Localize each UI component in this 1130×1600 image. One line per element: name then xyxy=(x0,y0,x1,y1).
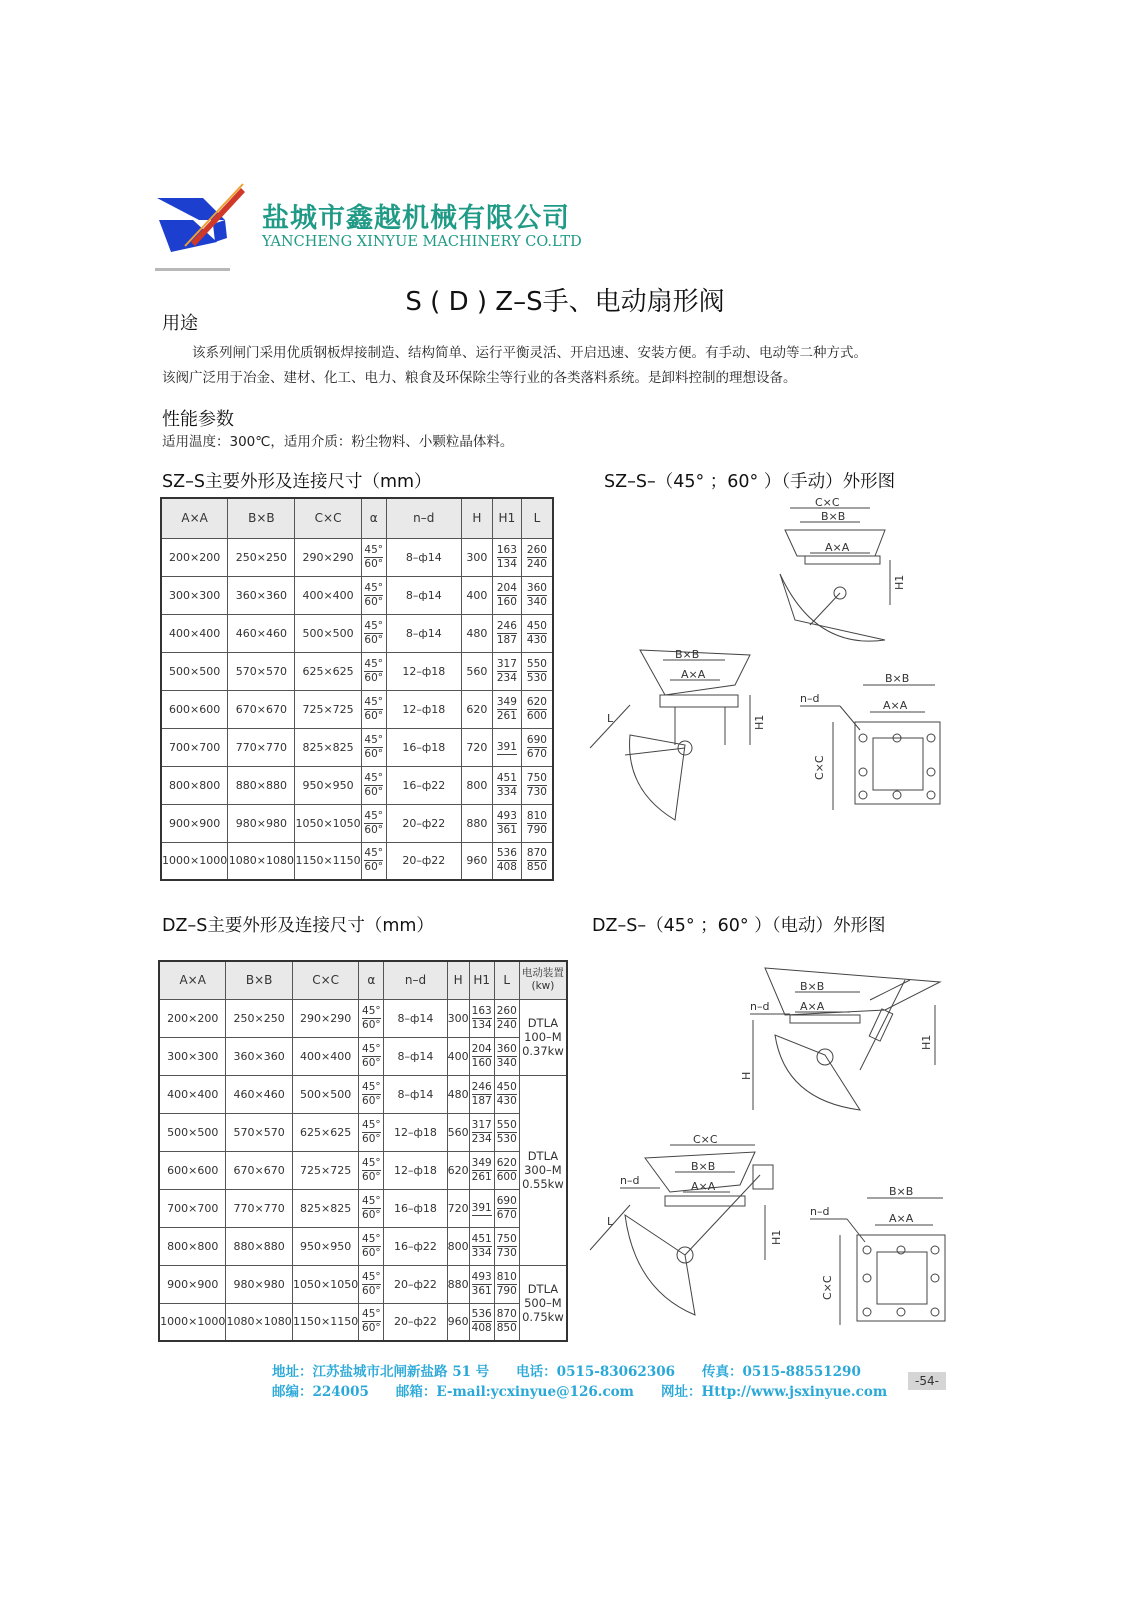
table-row xyxy=(161,652,553,690)
cell-h1: $\frac{163}{134}$ xyxy=(492,538,521,576)
cell-bb: 770×770 xyxy=(228,728,295,766)
cell-l: $\frac{620}{600}$ xyxy=(494,1151,519,1189)
cell-nd: 12–ф18 xyxy=(384,1151,447,1189)
cell-aa: 600×600 xyxy=(159,1151,226,1189)
table-row xyxy=(159,1113,567,1151)
company-name-cn: 盐城市鑫越机械有限公司 xyxy=(262,203,570,234)
sz-dimension-table xyxy=(160,497,554,881)
col-header-l: L xyxy=(494,961,519,999)
cell-cc: 825×825 xyxy=(295,728,361,766)
cell-h: 620 xyxy=(461,690,492,728)
cell-bb: 880×880 xyxy=(228,766,295,804)
cell-h1: $\frac{536}{408}$ xyxy=(492,842,521,880)
cell-bb: 360×360 xyxy=(226,1037,292,1075)
cell-aa: 400×400 xyxy=(159,1075,226,1113)
table-row xyxy=(161,690,553,728)
cell-cc: 625×625 xyxy=(295,652,361,690)
cell-h1: $\frac{451}{334}$ xyxy=(492,766,521,804)
cell-nd: 20–ф22 xyxy=(386,842,461,880)
cell-bb: 570×570 xyxy=(228,652,295,690)
cell-bb: 670×670 xyxy=(228,690,295,728)
label-cc-3: C×C xyxy=(693,1133,718,1146)
cell-h1: $\frac{204}{160}$ xyxy=(492,576,521,614)
cell-alpha: $\frac{45^\circ}{60^\circ}$ xyxy=(359,1227,384,1265)
col-header-aa: A×A xyxy=(159,961,226,999)
table-row xyxy=(159,1151,567,1189)
cell-h: 400 xyxy=(461,576,492,614)
cell-nd: 12–ф18 xyxy=(386,652,461,690)
cell-h1: $\frac{349}{261}$ xyxy=(492,690,521,728)
cell-alpha: $\frac{45^\circ}{60^\circ}$ xyxy=(359,1189,384,1227)
cell-nd: 20–ф22 xyxy=(384,1303,447,1341)
cell-h: 480 xyxy=(447,1075,469,1113)
cell-h1: $\frac{246}{187}$ xyxy=(469,1075,494,1113)
cell-alpha: $\frac{45^\circ}{60^\circ}$ xyxy=(361,576,386,614)
cell-bb: 460×460 xyxy=(228,614,295,652)
label-nd-2: n–d xyxy=(750,1000,770,1013)
cell-bb: 770×770 xyxy=(226,1189,292,1227)
cell-bb: 980×980 xyxy=(226,1265,292,1303)
table-row xyxy=(159,1037,567,1075)
cell-alpha: $\frac{45^\circ}{60^\circ}$ xyxy=(359,1303,384,1341)
cell-aa: 700×700 xyxy=(159,1189,226,1227)
cell-nd: 16–ф22 xyxy=(386,766,461,804)
label-cc-2: C×C xyxy=(813,755,826,780)
col-header-alpha: α xyxy=(359,961,384,999)
cell-alpha: $\frac{45^\circ}{60^\circ}$ xyxy=(361,766,386,804)
label-cc-4: C×C xyxy=(821,1275,834,1300)
cell-aa: 800×800 xyxy=(161,766,228,804)
cell-alpha: $\frac{45^\circ}{60^\circ}$ xyxy=(361,652,386,690)
cell-cc: 950×950 xyxy=(295,766,361,804)
page-number: -54- xyxy=(908,1372,946,1390)
company-logo xyxy=(155,180,250,275)
cell-h1: 391 xyxy=(469,1189,494,1227)
cell-nd: 8–ф14 xyxy=(384,1037,447,1075)
footer-contact-line-1: 地址：江苏盐城市北闸新盐路 51 号 电话：0515-83062306 传真：0515-88551290 xyxy=(272,1364,861,1380)
label-h1-4: H1 xyxy=(770,1229,783,1245)
cell-aa: 1000×1000 xyxy=(161,842,228,880)
cell-alpha: $\frac{45^\circ}{60^\circ}$ xyxy=(359,999,384,1037)
cell-bb: 570×570 xyxy=(226,1113,292,1151)
cell-alpha: $\frac{45^\circ}{60^\circ}$ xyxy=(359,1075,384,1113)
cell-h: 720 xyxy=(447,1189,469,1227)
cell-nd: 12–ф18 xyxy=(384,1113,447,1151)
performance-heading: 性能参数 xyxy=(162,409,234,430)
cell-aa: 1000×1000 xyxy=(159,1303,226,1341)
cell-aa: 300×300 xyxy=(161,576,228,614)
cell-nd: 16–ф22 xyxy=(384,1227,447,1265)
cell-alpha: $\frac{45^\circ}{60^\circ}$ xyxy=(359,1151,384,1189)
usage-line-1: 该系列闸门采用优质钢板焊接制造、结构简单、运行平衡灵活、开启迅速、安装方便。有手动、电动等二种方式。 xyxy=(192,345,867,361)
label-h1-2: H1 xyxy=(753,714,766,730)
cell-h1: $\frac{317}{234}$ xyxy=(492,652,521,690)
cell-l: $\frac{810}{790}$ xyxy=(521,804,553,842)
label-aa-1: A×A xyxy=(825,541,850,554)
cell-aa: 800×800 xyxy=(159,1227,226,1265)
performance-text: 适用温度：300℃，适用介质：粉尘物料、小颗粒晶体料。 xyxy=(162,434,514,450)
col-header-h: H xyxy=(461,498,492,538)
dz-dimension-table xyxy=(158,960,568,1342)
cell-cc: 290×290 xyxy=(295,538,361,576)
cell-l: $\frac{260}{240}$ xyxy=(521,538,553,576)
table-row xyxy=(161,576,553,614)
cell-aa: 500×500 xyxy=(161,652,228,690)
cell-h1: $\frac{349}{261}$ xyxy=(469,1151,494,1189)
cell-bb: 360×360 xyxy=(228,576,295,614)
table-row xyxy=(161,766,553,804)
cell-l: $\frac{360}{340}$ xyxy=(521,576,553,614)
cell-l: $\frac{550}{530}$ xyxy=(494,1113,519,1151)
cell-nd: 20–ф22 xyxy=(384,1265,447,1303)
cell-h: 960 xyxy=(461,842,492,880)
col-header-alpha: α xyxy=(361,498,386,538)
label-bb-3: B×B xyxy=(885,672,910,685)
cell-h: 800 xyxy=(447,1227,469,1265)
cell-cc: 825×825 xyxy=(292,1189,358,1227)
cell-bb: 250×250 xyxy=(226,999,292,1037)
sz-outline-drawing xyxy=(585,490,965,830)
table-row xyxy=(159,1189,567,1227)
cell-nd: 8–ф14 xyxy=(386,576,461,614)
cell-l: $\frac{550}{530}$ xyxy=(521,652,553,690)
label-l-1: L xyxy=(607,712,614,725)
cell-alpha: $\frac{45^\circ}{60^\circ}$ xyxy=(361,842,386,880)
col-header-cc: C×C xyxy=(292,961,358,999)
footer-contact-line-2: 邮编：224005 邮箱：E-mail:ycxinyue@126.com 网址：Http://www.jsxinyue.com xyxy=(272,1384,888,1400)
table-row xyxy=(159,999,567,1037)
col-header-l: L xyxy=(521,498,553,538)
cell-h: 300 xyxy=(447,999,469,1037)
cell-bb: 980×980 xyxy=(228,804,295,842)
cell-l: $\frac{450}{430}$ xyxy=(494,1075,519,1113)
col-header-nd: n–d xyxy=(384,961,447,999)
cell-nd: 16–ф18 xyxy=(384,1189,447,1227)
col-header-h: H xyxy=(447,961,469,999)
sz-table-caption: SZ–S主要外形及连接尺寸（mm） xyxy=(162,472,432,492)
cell-h: 480 xyxy=(461,614,492,652)
cell-aa: 300×300 xyxy=(159,1037,226,1075)
label-nd-1: n–d xyxy=(800,692,820,705)
label-aa-3: A×A xyxy=(883,699,908,712)
label-l-2: L xyxy=(607,1215,614,1228)
label-nd-4: n–d xyxy=(810,1205,830,1218)
cell-h: 400 xyxy=(447,1037,469,1075)
col-header-drive: 电动装置(kw) xyxy=(519,961,567,999)
cell-alpha: $\frac{45^\circ}{60^\circ}$ xyxy=(361,614,386,652)
cell-bb: 1080×1080 xyxy=(226,1303,292,1341)
cell-h1: $\frac{493}{361}$ xyxy=(469,1265,494,1303)
dz-outline-drawing xyxy=(585,960,965,1340)
cell-nd: 8–ф14 xyxy=(384,1075,447,1113)
cell-aa: 400×400 xyxy=(161,614,228,652)
cell-l: $\frac{750}{730}$ xyxy=(521,766,553,804)
cell-aa: 200×200 xyxy=(161,538,228,576)
cell-l: $\frac{810}{790}$ xyxy=(494,1265,519,1303)
dz-table-caption: DZ–S主要外形及连接尺寸（mm） xyxy=(162,916,434,936)
cell-h: 620 xyxy=(447,1151,469,1189)
table-row xyxy=(161,804,553,842)
cell-drive: DTLA 100–M 0.37kw xyxy=(519,999,567,1075)
cell-bb: 460×460 xyxy=(226,1075,292,1113)
cell-aa: 700×700 xyxy=(161,728,228,766)
cell-h: 880 xyxy=(461,804,492,842)
cell-h1: $\frac{163}{134}$ xyxy=(469,999,494,1037)
cell-nd: 12–ф18 xyxy=(386,690,461,728)
cell-nd: 8–ф14 xyxy=(386,614,461,652)
col-header-bb: B×B xyxy=(226,961,292,999)
cell-cc: 1150×1150 xyxy=(292,1303,358,1341)
cell-h1: $\frac{317}{234}$ xyxy=(469,1113,494,1151)
cell-h: 300 xyxy=(461,538,492,576)
label-h1-1: H1 xyxy=(893,574,906,590)
cell-alpha: $\frac{45^\circ}{60^\circ}$ xyxy=(361,728,386,766)
cell-drive: DTLA 300–M 0.55kw xyxy=(519,1075,567,1265)
cell-nd: 20–ф22 xyxy=(386,804,461,842)
cell-h1: $\frac{246}{187}$ xyxy=(492,614,521,652)
col-header-cc: C×C xyxy=(295,498,361,538)
cell-aa: 900×900 xyxy=(159,1265,226,1303)
cell-h: 800 xyxy=(461,766,492,804)
cell-cc: 1150×1150 xyxy=(295,842,361,880)
cell-cc: 500×500 xyxy=(292,1075,358,1113)
cell-drive: DTLA 500–M 0.75kw xyxy=(519,1265,567,1341)
label-h1-3: H1 xyxy=(920,1034,933,1050)
col-header-bb: B×B xyxy=(228,498,295,538)
cell-alpha: $\frac{45^\circ}{60^\circ}$ xyxy=(361,538,386,576)
col-header-h1: H1 xyxy=(492,498,521,538)
cell-cc: 950×950 xyxy=(292,1227,358,1265)
cell-h1: 391 xyxy=(492,728,521,766)
sz-drawing-title: SZ–S–（45° ；60° ）（手动）外形图 xyxy=(604,472,896,492)
label-h-1: H xyxy=(740,1071,753,1080)
cell-h: 960 xyxy=(447,1303,469,1341)
cell-nd: 16–ф18 xyxy=(386,728,461,766)
col-header-h1: H1 xyxy=(469,961,494,999)
cell-bb: 670×670 xyxy=(226,1151,292,1189)
cell-nd: 8–ф14 xyxy=(384,999,447,1037)
dz-drawing-title: DZ–S–（45° ；60° ）（电动）外形图 xyxy=(592,916,886,936)
col-header-nd: n–d xyxy=(386,498,461,538)
cell-alpha: $\frac{45^\circ}{60^\circ}$ xyxy=(359,1037,384,1075)
cell-h: 560 xyxy=(447,1113,469,1151)
label-aa-6: A×A xyxy=(889,1212,914,1225)
cell-cc: 290×290 xyxy=(292,999,358,1037)
cell-aa: 900×900 xyxy=(161,804,228,842)
cell-cc: 725×725 xyxy=(295,690,361,728)
cell-alpha: $\frac{45^\circ}{60^\circ}$ xyxy=(361,690,386,728)
table-row xyxy=(159,1227,567,1265)
cell-h1: $\frac{204}{160}$ xyxy=(469,1037,494,1075)
cell-aa: 500×500 xyxy=(159,1113,226,1151)
cell-l: $\frac{870}{850}$ xyxy=(521,842,553,880)
cell-cc: 1050×1050 xyxy=(295,804,361,842)
cell-l: $\frac{620}{600}$ xyxy=(521,690,553,728)
cell-cc: 1050×1050 xyxy=(292,1265,358,1303)
cell-l: $\frac{750}{730}$ xyxy=(494,1227,519,1265)
cell-l: $\frac{870}{850}$ xyxy=(494,1303,519,1341)
cell-aa: 600×600 xyxy=(161,690,228,728)
label-aa-5: A×A xyxy=(691,1180,716,1193)
cell-l: $\frac{360}{340}$ xyxy=(494,1037,519,1075)
table-row xyxy=(159,1075,567,1113)
label-aa-2: A×A xyxy=(681,668,706,681)
cell-h1: $\frac{451}{334}$ xyxy=(469,1227,494,1265)
usage-line-2: 该阀广泛用于冶金、建材、化工、电力、粮食及环保除尘等行业的各类落料系统。是卸料控制的理想设备。 xyxy=(162,370,797,386)
cell-aa: 200×200 xyxy=(159,999,226,1037)
cell-cc: 400×400 xyxy=(292,1037,358,1075)
label-nd-3: n–d xyxy=(620,1174,640,1187)
table-row xyxy=(161,842,553,880)
table-row xyxy=(161,728,553,766)
page-title: S ( D ) Z–S手、电动扇形阀 xyxy=(405,287,725,317)
label-bb-6: B×B xyxy=(889,1185,914,1198)
cell-l: $\frac{690}{670}$ xyxy=(521,728,553,766)
cell-h: 880 xyxy=(447,1265,469,1303)
cell-cc: 725×725 xyxy=(292,1151,358,1189)
cell-alpha: $\frac{45^\circ}{60^\circ}$ xyxy=(361,804,386,842)
cell-bb: 250×250 xyxy=(228,538,295,576)
cell-bb: 1080×1080 xyxy=(228,842,295,880)
table-row xyxy=(159,1303,567,1341)
usage-heading: 用途 xyxy=(162,313,198,334)
cell-h1: $\frac{536}{408}$ xyxy=(469,1303,494,1341)
cell-l: $\frac{690}{670}$ xyxy=(494,1189,519,1227)
cell-l: $\frac{260}{240}$ xyxy=(494,999,519,1037)
company-name-en: YANCHENG XINYUE MACHINERY CO.LTD xyxy=(262,234,582,250)
cell-cc: 625×625 xyxy=(292,1113,358,1151)
cell-alpha: $\frac{45^\circ}{60^\circ}$ xyxy=(359,1265,384,1303)
cell-bb: 880×880 xyxy=(226,1227,292,1265)
label-bb-1: B×B xyxy=(821,510,846,523)
col-header-aa: A×A xyxy=(161,498,228,538)
cell-alpha: $\frac{45^\circ}{60^\circ}$ xyxy=(359,1113,384,1151)
table-row xyxy=(161,614,553,652)
cell-nd: 8–ф14 xyxy=(386,538,461,576)
cell-cc: 400×400 xyxy=(295,576,361,614)
label-cc-1: C×C xyxy=(815,496,840,509)
cell-h: 560 xyxy=(461,652,492,690)
label-bb-4: B×B xyxy=(800,980,825,993)
table-row xyxy=(159,1265,567,1303)
cell-cc: 500×500 xyxy=(295,614,361,652)
label-aa-4: A×A xyxy=(800,1000,825,1013)
table-row xyxy=(161,538,553,576)
cell-h1: $\frac{493}{361}$ xyxy=(492,804,521,842)
cell-l: $\frac{450}{430}$ xyxy=(521,614,553,652)
label-bb-5: B×B xyxy=(691,1160,716,1173)
label-bb-2: B×B xyxy=(675,648,700,661)
cell-h: 720 xyxy=(461,728,492,766)
